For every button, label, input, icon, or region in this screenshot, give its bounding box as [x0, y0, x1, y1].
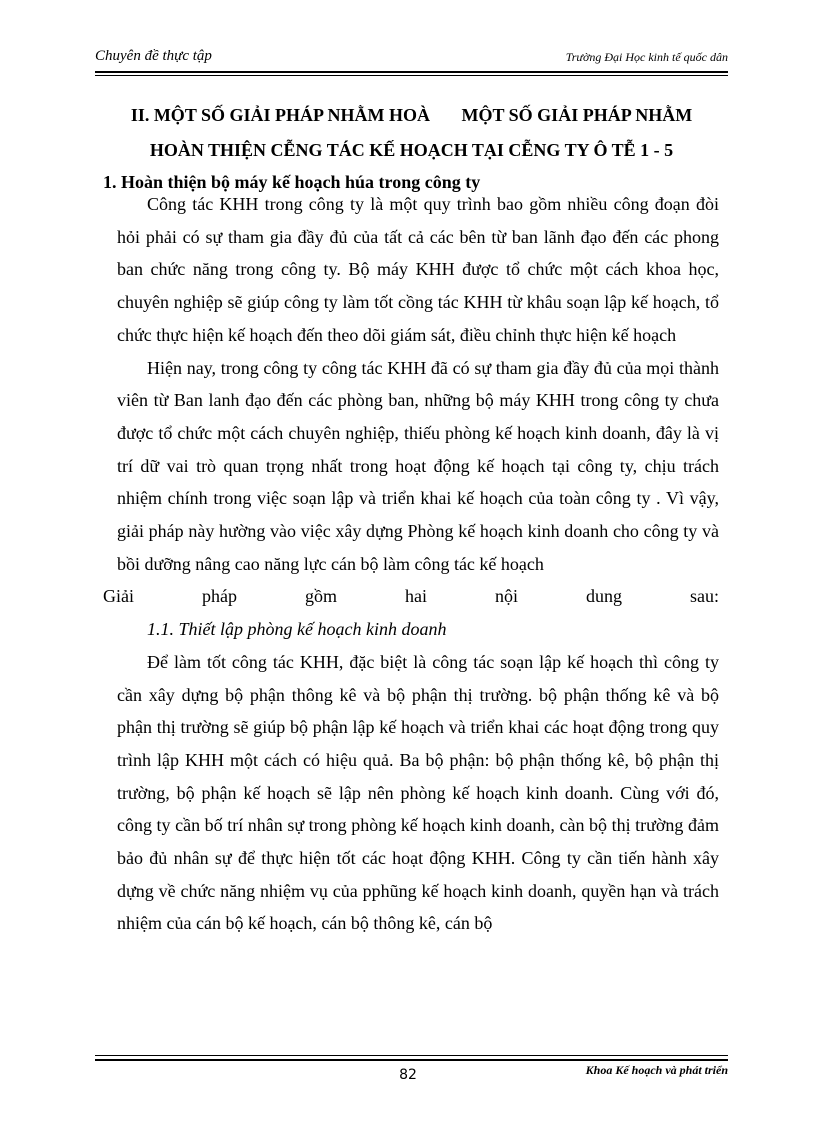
section-heading: 1. Hoàn thiện bộ máy kế hoạch húa trong công ty [103, 172, 481, 192]
chapter-title-line-2: HOÀN THIỆN CỄNG TÁC KẾ HOẠCH TẠI CỄNG TY Ô TỄ 1 - 5 [149, 140, 674, 160]
footer-rule [95, 1059, 728, 1061]
paragraph-1: Công tác KHH trong công ty là một quy trình bao gồm nhiều công đoạn đòi hỏi phải có sự tham gia đầy đủ của tất cả các bên từ ban lãnh đạo đến các phong ban chức năng trong công ty. Bộ máy KHH được tổ chức một cách khoa học, chuyên nghiệp sẽ giúp công ty làm tốt cồng tác KHH từ khâu soạn lập kế hoạch, tổ chức thực hiện kế hoạch đến theo dõi giám sát, điều chỉnh thực hiện kế hoạch [117, 194, 719, 345]
header-left-text: Chuyên đề thực tập [95, 48, 212, 64]
header-rule [95, 71, 728, 73]
paragraph-3: Giải pháp gồm hai nội dung sau: [103, 586, 719, 607]
subsection-heading: 1.1. Thiết lập phòng kế hoạch kinh doanh [147, 619, 447, 640]
paragraph-2: Hiện nay, trong công ty công tác KHH đã có sự tham gia đầy đủ của mọi thành viên từ Ban lanh đạo đến các phòng ban, những bộ máy KHH trong công ty chưa được tổ chức một cách chuyên nghiệp, thiếu phòng kế hoạch kinh doanh, đây là vị trí dữ vai trò quan trọng nhất trong hoạt động kế hoạch tại công ty, chịu trách nhiệm chính trong việc soạn lập và triển khai kế hoạch của toàn công ty . Vì vậy, giải pháp này hường vào việc xây dựng Phòng kế hoạch kinh doanh cho công ty và bồi dưỡng nâng cao năng lực cán bộ làm công tác kế hoạch [117, 357, 719, 574]
footer-right-text: Khoa Kế hoạch và phát triển [585, 1063, 728, 1077]
chapter-title-line-1: II. MỘT SỐ GIẢI PHÁP NHẰM HOÀ MỘT SỐ GIẢI PHÁP NHẰM [130, 105, 693, 125]
footer-rule-thin [95, 1055, 728, 1056]
body-text [103, 188, 719, 940]
header-rule-thin [95, 75, 728, 76]
header-right-text: Trường Đại Học kinh tế quốc dân [565, 50, 728, 64]
page-number: 82 [399, 1067, 417, 1083]
page-header [95, 48, 728, 70]
paragraph-4: Để làm tốt công tác KHH, đặc biệt là công tác soạn lập kế hoạch thì công ty cần xây dựng bộ phận thông kê và bộ phận thị trường. bộ phận thống kê và bộ phận thị trường sẽ giúp bộ phận lập kế hoạch và triển khai các hoạt động trong quy trình lập KHH một cách có hiệu quả. Ba bộ phận: bộ phận thống kê, bộ phận thị trường, bộ phận kế hoạch sẽ lập nên phòng kế hoạch kinh doanh. Cùng với đó, công ty cần bố trí nhân sự trong phòng kế hoạch kinh doanh, càn bộ thị trường đảm bảo đủ nhân sự để thực hiện tốt các hoạt động KHH. Công ty cần tiến hành xây dựng về chức năng nhiệm vụ của pphũng kế hoạch kinh doanh, quyền hạn và trách nhiệm của cán bộ kế hoạch, cán bộ thông kê, cán bộ [117, 651, 719, 934]
